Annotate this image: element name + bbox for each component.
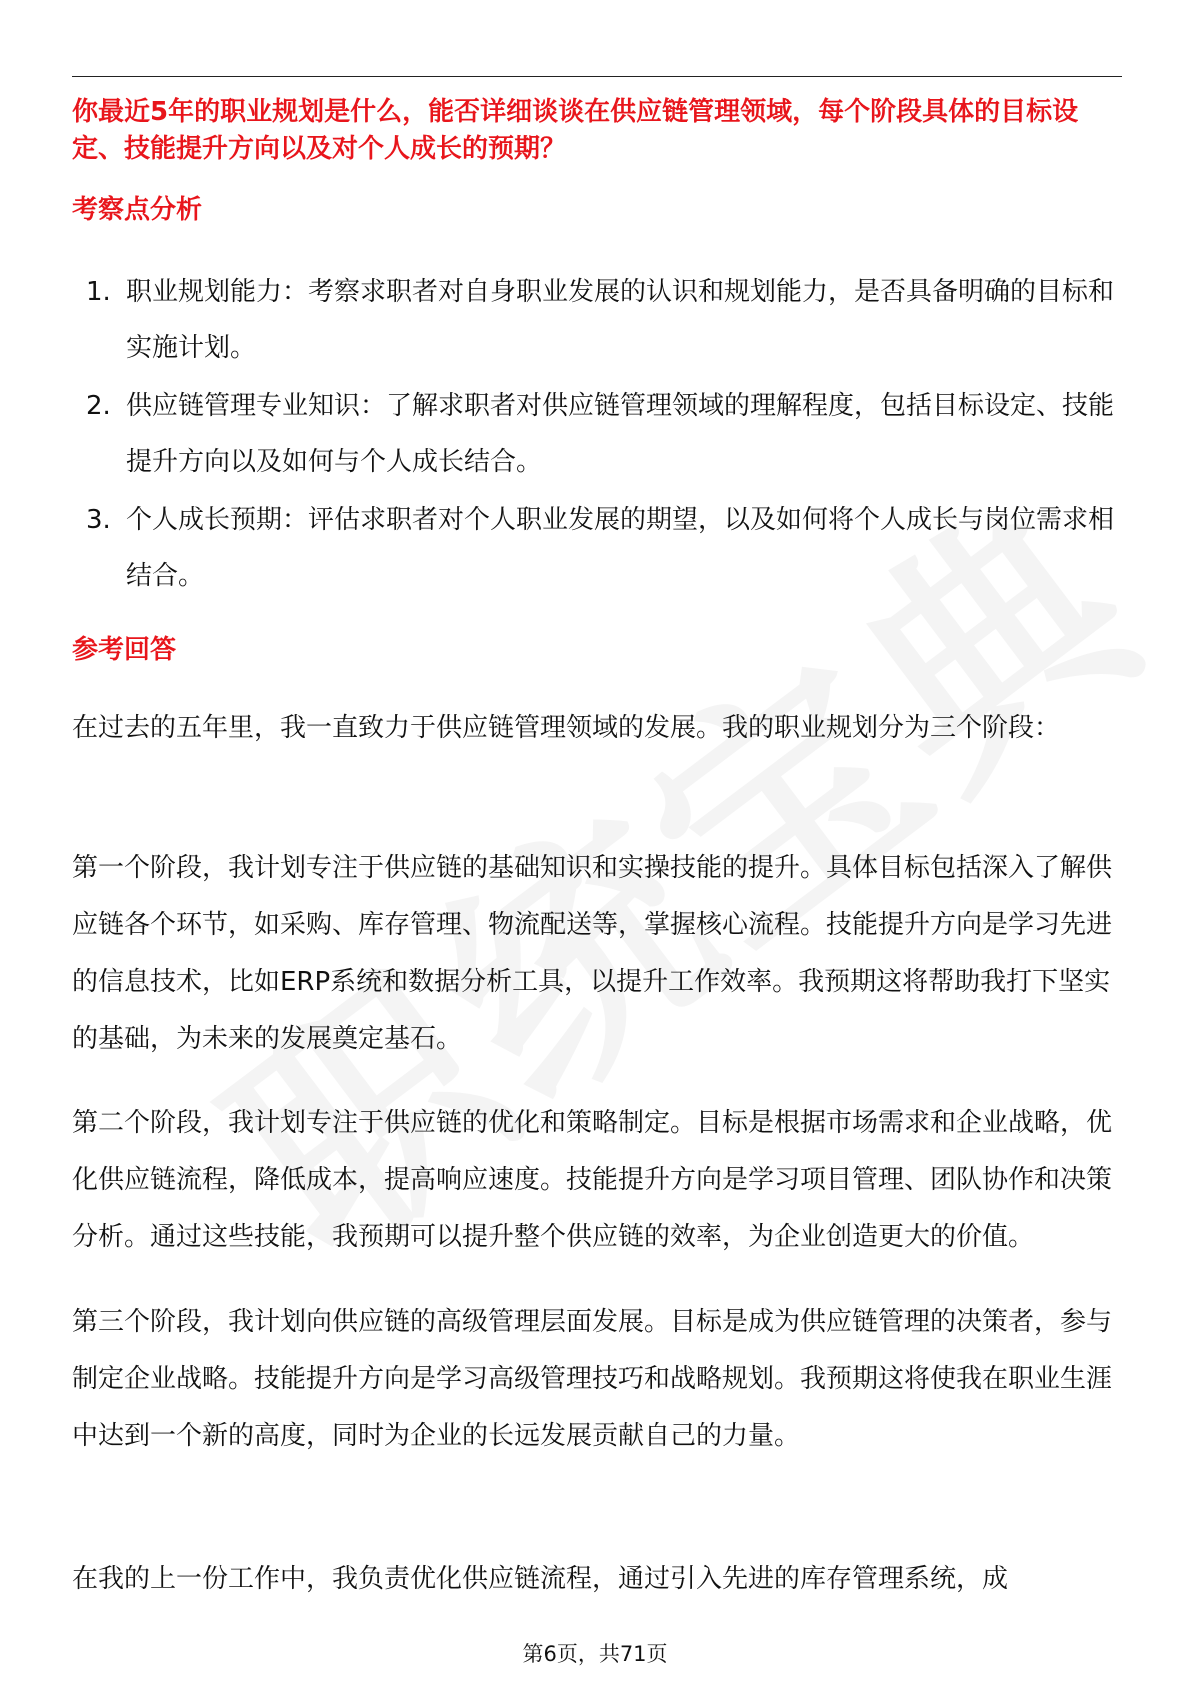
question-title: 你最近5年的职业规划是什么，能否详细谈谈在供应链管理领域，每个阶段具体的目标设定、技能提升方向以及对个人成长的预期？ — [72, 97, 1079, 164]
answer-paragraph: 第二个阶段，我计划专注于供应链的优化和策略制定。目标是根据市场需求和企业战略，优化供应链流程，降低成本，提高响应速度。技能提升方向是学习项目管理、团队协作和决策分析。通过这些技能，我预期可以提升整个供应链的效率，为企业创造更大的价值。 — [72, 1108, 1113, 1252]
analysis-point — [72, 492, 1132, 604]
page-number-footer: 第6页，共71页 — [522, 1642, 668, 1666]
analysis-heading: 考察点分析 — [72, 195, 203, 225]
point-number: 3. — [86, 505, 111, 535]
answer-heading: 参考回答 — [72, 635, 177, 665]
analysis-point — [72, 378, 1132, 490]
answer-paragraph: 第三个阶段，我计划向供应链的高级管理层面发展。目标是成为供应链管理的决策者，参与制定企业战略。技能提升方向是学习高级管理技巧和战略规划。我预期这将使我在职业生涯中达到一个新的高度，同时为企业的长远发展贡献自己的力量。 — [72, 1307, 1113, 1451]
analysis-point-list — [72, 264, 1132, 606]
answer-paragraph: 在过去的五年里，我一直致力于供应链管理领域的发展。我的职业规划分为三个阶段： — [72, 713, 1061, 743]
point-text: 职业规划能力：考察求职者对自身职业发展的认识和规划能力，是否具备明确的目标和实施计划。 — [126, 277, 1115, 363]
point-number: 2. — [86, 391, 111, 421]
answer-paragraph: 第一个阶段，我计划专注于供应链的基础知识和实操技能的提升。具体目标包括深入了解供应链各个环节，如采购、库存管理、物流配送等，掌握核心流程。技能提升方向是学习先进的信息技术，比如ERP系统和数据分析工具，以提升工作效率。我预期这将帮助我打下坚实的基础，为未来的发展奠定基石。 — [72, 853, 1113, 1054]
answer-paragraph: 在我的上一份工作中，我负责优化供应链流程，通过引入先进的库存管理系统，成 — [72, 1564, 1009, 1594]
analysis-point — [72, 264, 1132, 376]
point-text: 供应链管理专业知识：了解求职者对供应链管理领域的理解程度，包括目标设定、技能提升方向以及如何与个人成长结合。 — [126, 391, 1115, 477]
point-text: 个人成长预期：评估求职者对个人职业发展的期望，以及如何将个人成长与岗位需求相结合。 — [126, 505, 1115, 591]
top-divider — [72, 76, 1122, 77]
point-number: 1. — [86, 277, 111, 307]
